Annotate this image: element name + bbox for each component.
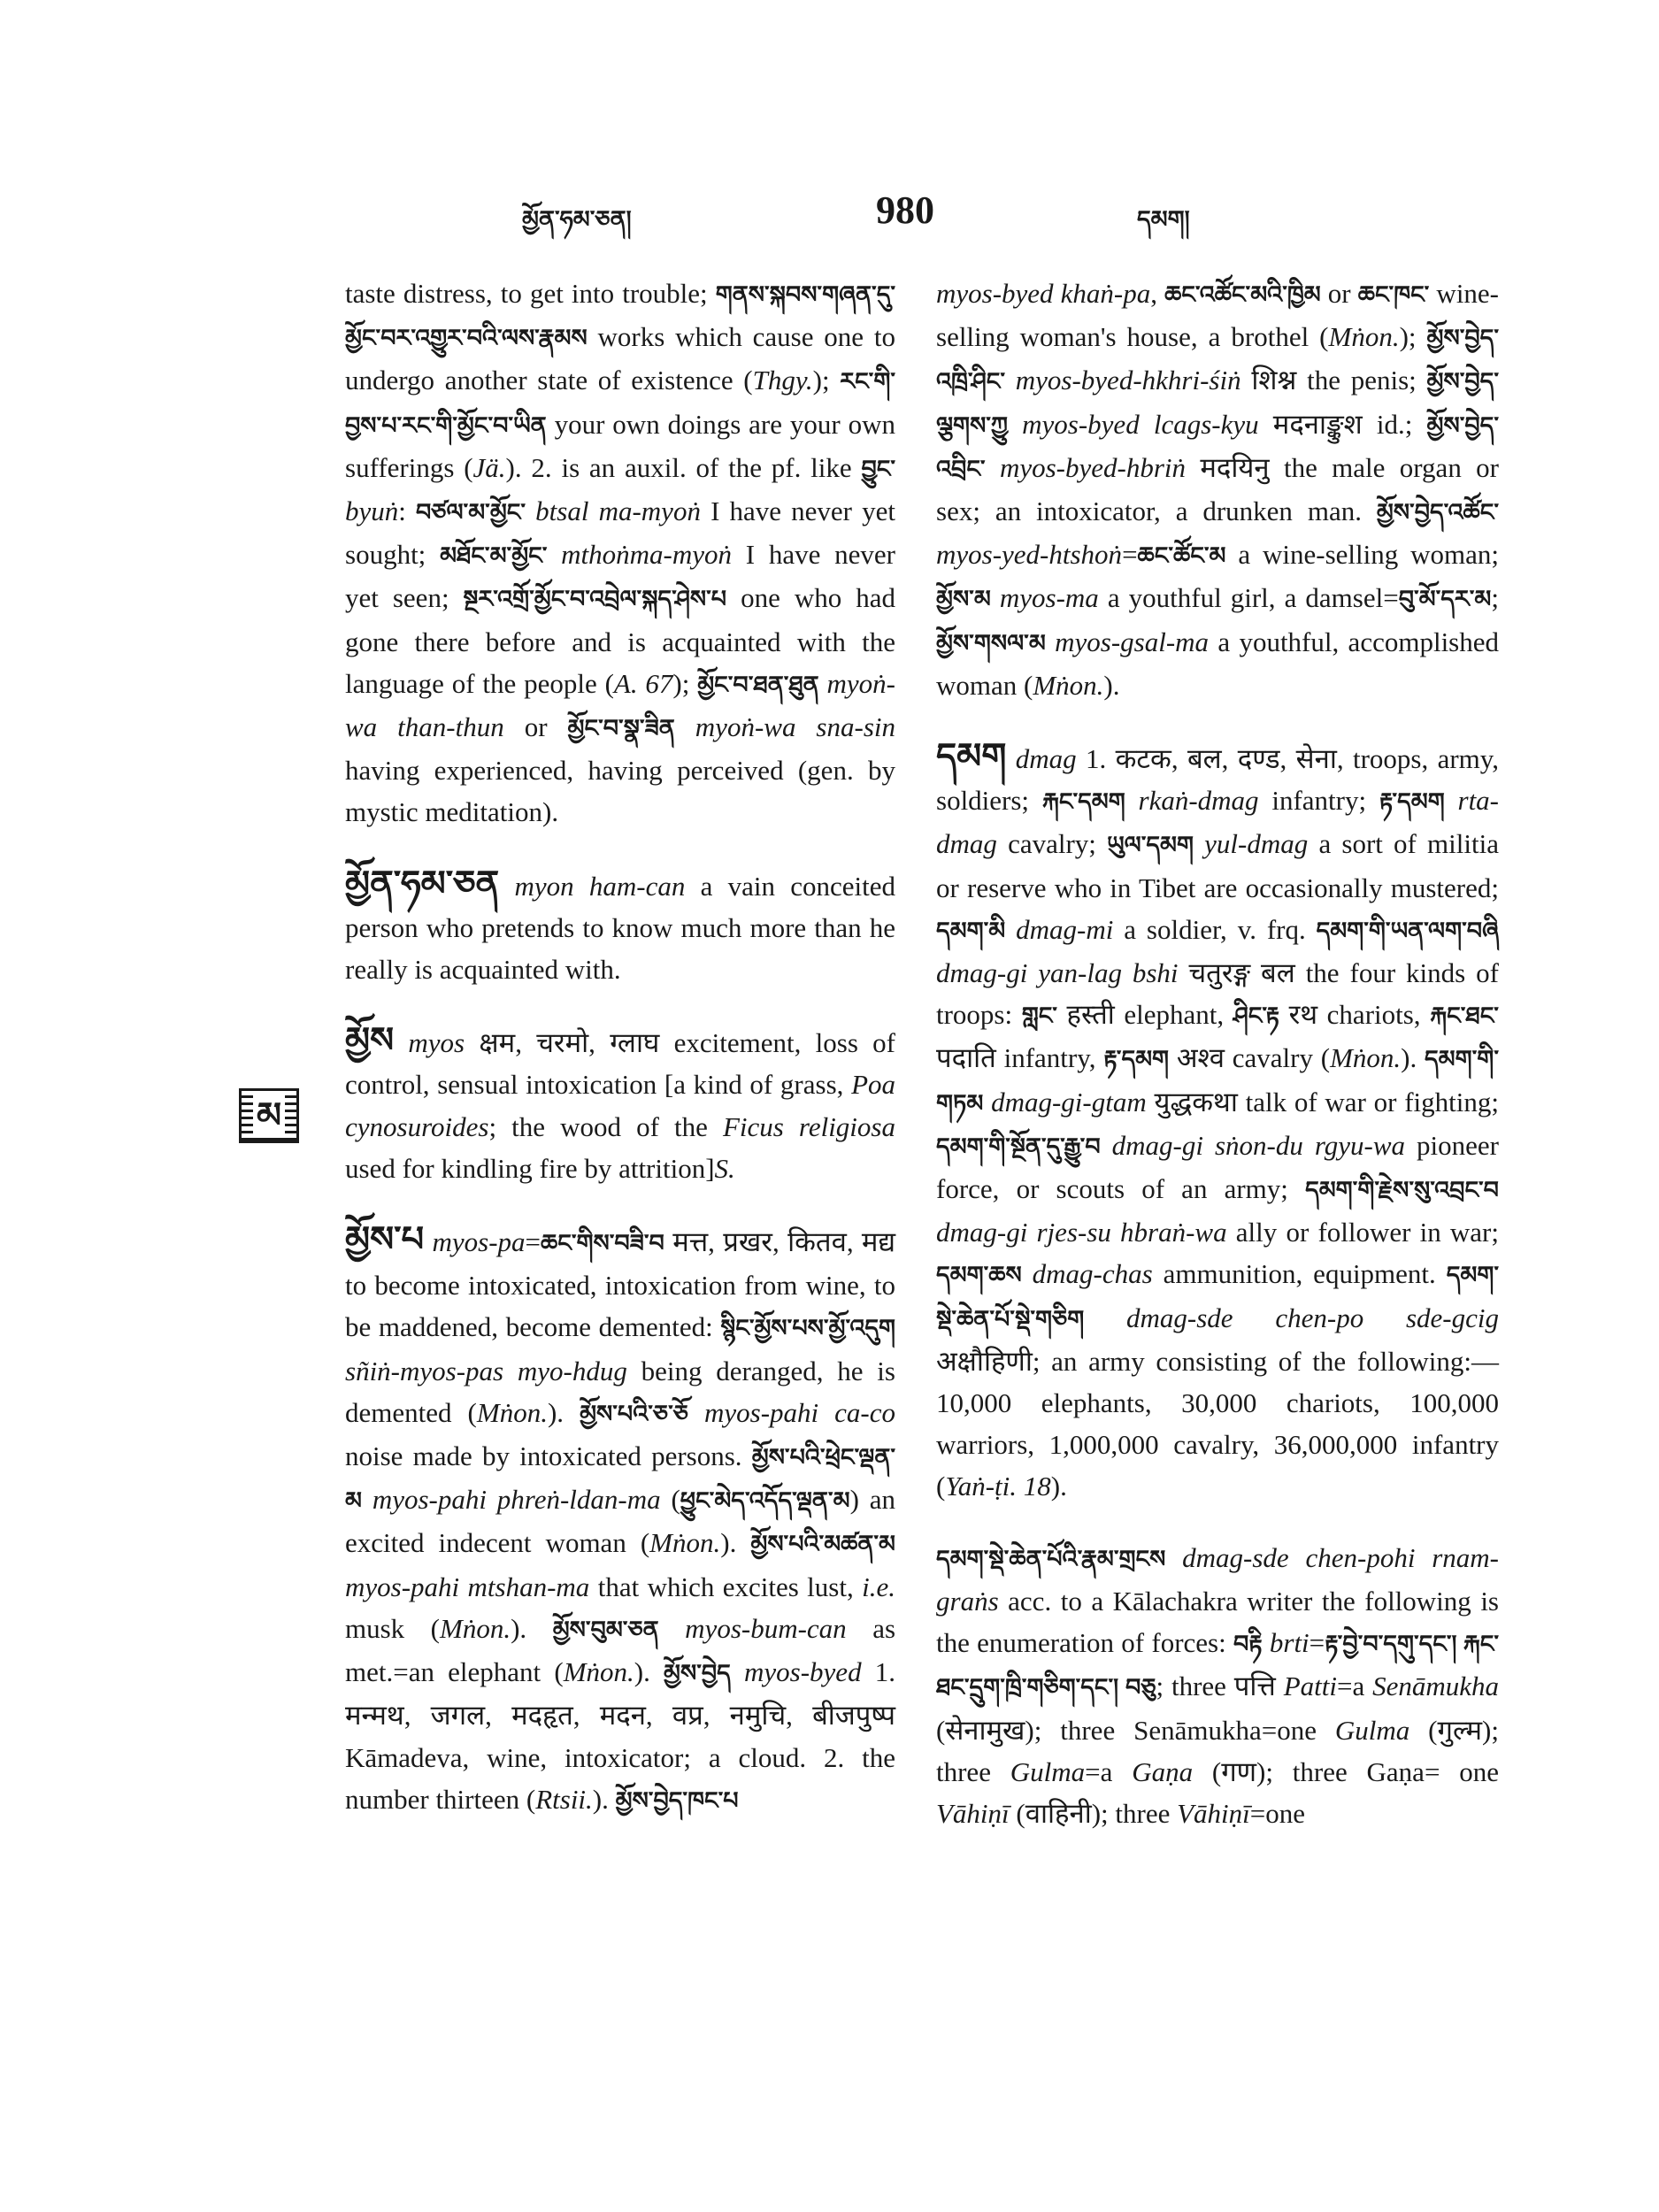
right-column	[936, 273, 1499, 1863]
text-run: དམག་གི་སྔོན་དུ་རྒྱུ་བ	[936, 1133, 1101, 1160]
text-run: rta-dmag	[936, 785, 1499, 860]
text-run: wine-selling woman's house, a brothel (	[936, 278, 1500, 353]
text-run: i.e.	[862, 1571, 895, 1602]
text-run: I have never yet seen;	[345, 539, 896, 614]
text-run: དམག	[936, 736, 1007, 777]
text-run	[1194, 828, 1204, 859]
text-run: sñiṅ-myos-pas myo-hdug	[345, 1355, 627, 1386]
text-run: myos	[408, 1027, 465, 1059]
text-run: dmag	[1015, 743, 1077, 775]
text-run: Gaṇa	[1132, 1755, 1194, 1787]
text-run: ཆང་ཁང་	[1357, 281, 1430, 308]
running-head-left	[522, 193, 632, 260]
text-run: Mṅon.	[1033, 669, 1104, 701]
text-run: Vāhiṇī	[936, 1797, 1010, 1829]
text-run: ).	[1401, 1042, 1425, 1074]
text-run: myos-byed lcags-kyu	[1022, 408, 1259, 440]
text-run	[547, 539, 561, 570]
text-run: མྱོས་པའི་མཚན་མ	[750, 1531, 896, 1558]
text-run: ཆང་ཚོང་མ	[1137, 542, 1226, 570]
text-run: 1. कटक, बल, दण्ड, सेना, troops, army, soldiers;	[936, 743, 1499, 817]
text-run: a wine-selling woman;	[1225, 539, 1499, 571]
entry-dmag	[936, 735, 1499, 1508]
text-run: དམག་མི	[936, 917, 1006, 944]
text-run: btsal ma-myoṅ	[535, 495, 701, 527]
entry-myos-byed-cont	[936, 273, 1499, 706]
text-run	[394, 1027, 408, 1058]
text-run: a youthful girl, a damsel=	[1098, 582, 1399, 614]
text-run: मत्त, प्रखर, कितव, मद्य to become intoxicated, intoxication from wine, to be maddened, become demented:	[345, 1226, 895, 1343]
text-run	[983, 1087, 991, 1118]
text-run: ; three पत्ति	[1156, 1671, 1284, 1702]
text-run: cavalry;	[996, 828, 1108, 860]
text-run: myos-byed-hbriṅ	[999, 451, 1187, 483]
text-run: Senāmukha	[1372, 1671, 1499, 1702]
text-run: Rtsii.	[535, 1783, 593, 1815]
text-run: रथ chariots,	[1279, 999, 1431, 1031]
text-run: མྱོན་ཧམ་ཅན	[345, 863, 500, 903]
text-run: yul-dmag	[1204, 828, 1309, 860]
text-run: མ	[253, 1095, 285, 1135]
text-run: མྱོས་བྱེད་འབྲིང་	[936, 411, 1499, 482]
text-run: དམག་གི་གཏམ	[936, 1046, 1499, 1117]
text-run: );	[812, 365, 841, 396]
entry-continuation	[345, 273, 895, 833]
text-run: your own doings are your own sufferings (	[345, 408, 895, 483]
text-run	[1005, 914, 1016, 945]
text-run: or	[503, 711, 568, 743]
text-run: དམག།	[1137, 206, 1190, 233]
text-run: myos-ma	[999, 582, 1099, 614]
text-run: taste distress, to get into trouble;	[345, 278, 716, 309]
text-run: dmag-gi-gtam	[991, 1086, 1147, 1118]
text-run: अक्षौहिणी; an army consisting of the following:—10,000 elephants, 30,000 chariots, 100,000 warriors, 1,000,000 cavalry, 36,000,000 infantry (	[936, 1345, 1499, 1502]
text-run	[986, 452, 1000, 483]
text-run: ).	[511, 1612, 553, 1644]
text-run: སྔར་འགྲོ་མྱོང་བ་འབྲེལ་སྐད་ཤེས་པ	[463, 586, 727, 613]
text-run: སྙིང་མྱོས་པས་མྱོ་འདུག	[720, 1315, 895, 1342]
text-run: dmag-gi yan-lag bshi	[936, 957, 1179, 989]
text-run: I have never yet sought;	[345, 495, 895, 571]
text-run: myos-yed-htshoṅ	[936, 539, 1123, 571]
text-run: (गण); three Gaṇa= one	[1193, 1755, 1499, 1787]
text-run: a youthful, accomplished woman (	[936, 626, 1500, 701]
text-run: མྱོས་བྱེད་འཁྲི་ཤིང་	[936, 325, 1499, 396]
text-run: being deranged, he is demented (	[345, 1355, 895, 1428]
text-run: dmag-sde chen-pohi rnam-graṅs	[936, 1541, 1499, 1617]
text-run: (वाहिनी); three	[1009, 1797, 1178, 1829]
text-run: ammunition, equipment.	[1152, 1258, 1447, 1290]
left-column	[345, 273, 895, 1851]
text-run: ཆང་འཚོང་མའི་ཁྱིམ	[1164, 281, 1321, 308]
text-run: byuṅ	[345, 495, 399, 527]
text-run	[1101, 1130, 1112, 1161]
text-run: དམག་ཆས	[936, 1262, 1022, 1289]
text-run: ཤིང་རྟ	[1233, 1002, 1280, 1030]
text-run: Yaṅ-ṭi. 18	[945, 1471, 1051, 1502]
text-run: myon ham-can	[514, 870, 686, 902]
text-run: མཐོང་མ་མྱོང་	[440, 542, 548, 570]
text-run: =	[525, 1226, 541, 1258]
entry-dmag-sde-chen-pohi	[936, 1537, 1499, 1834]
text-run: one who had gone there before and is acquainted with the language of the people (	[345, 582, 895, 699]
text-run: Mṅon.	[440, 1612, 511, 1644]
text-run: myos-byed khaṅ-pa	[936, 278, 1151, 309]
text-run	[1125, 785, 1139, 816]
text-run: གནས་སྐབས་གཞན་དུ་མྱོང་བར་འགྱུར་བའི་ལས་རྣམས	[345, 281, 895, 352]
text-run: =	[1122, 539, 1138, 571]
text-run: Mṅon.	[476, 1396, 548, 1428]
text-run: མྱོས	[345, 1020, 395, 1061]
text-run: མྱོང་བ་ཐན་ཐུན	[697, 671, 819, 698]
text-run: having experienced, having perceived (gen. by mystic meditation).	[345, 755, 895, 828]
text-run: བྱུང་	[861, 455, 896, 482]
text-run: ).	[634, 1656, 664, 1688]
text-run: S.	[714, 1152, 735, 1184]
running-head-right	[1137, 193, 1190, 260]
text-run: མྱོས་པའི་ཕྲེང་ལྡན་མ	[345, 1444, 895, 1515]
text-run: ).	[1103, 669, 1120, 701]
text-run: མྱོས་གསལ་མ	[936, 629, 1046, 657]
text-run: myos-byed	[744, 1656, 862, 1688]
text-run: क्षम, चरमो, ग्लाघ excitement, loss of control, sensual intoxication [a kind of grass,	[345, 1027, 896, 1101]
text-run: ཡུལ་དམག	[1107, 832, 1194, 859]
thumb-index-tab	[239, 1088, 299, 1143]
text-run: हस्ती elephant,	[1056, 999, 1233, 1031]
text-run: myos-pahi mtshan-ma	[345, 1571, 590, 1602]
text-run: myos-byed-hkhri-śiṅ	[1015, 365, 1241, 396]
text-run: :	[398, 495, 416, 527]
text-run: myos-gsal-ma	[1055, 626, 1210, 657]
text-run	[688, 1397, 704, 1428]
text-run	[1022, 1258, 1033, 1289]
text-run: ).	[720, 1527, 751, 1559]
text-run: ) an excited indecent woman (	[345, 1484, 895, 1559]
text-run: མྱོས་བྱེད	[664, 1660, 731, 1687]
text-run	[675, 711, 695, 742]
text-run: ). 2. is an auxil. of the pf. like	[505, 451, 862, 483]
text-run: );	[672, 667, 698, 699]
page-number: 980	[876, 188, 934, 232]
text-run	[1263, 1627, 1270, 1658]
text-run	[499, 871, 514, 902]
text-run: Thgy.	[752, 365, 813, 396]
text-run: ).	[1050, 1471, 1067, 1502]
text-run: མྱོས་པའི་ཅ་ཅོ	[580, 1400, 688, 1427]
text-run: གླང་	[1021, 1002, 1057, 1030]
text-run: Mṅon.	[1328, 321, 1400, 353]
text-run: མྱོས་མ	[936, 586, 991, 613]
text-run: );	[1399, 321, 1427, 353]
text-run: Poa cynosuroides	[345, 1069, 895, 1142]
text-run: =	[1309, 1627, 1325, 1659]
text-run: ;	[1491, 582, 1499, 614]
text-run: मदयिनु the male organ or sex; an intoxicator, a drunken man.	[936, 451, 1500, 527]
text-run: or	[1320, 278, 1358, 309]
text-run	[991, 582, 1000, 613]
text-run: རྐང་ཐང་	[1430, 1002, 1499, 1030]
text-run: དམག་སྡེ་ཆེན་པོ་སྡེ་གཅིག	[936, 1262, 1500, 1333]
text-run	[731, 1656, 744, 1687]
text-run: ).	[592, 1783, 616, 1815]
text-run: མྱོན་ཧམ་ཅན།	[522, 206, 632, 233]
text-run: that which excites lust,	[589, 1571, 863, 1602]
text-run: =a	[1336, 1671, 1373, 1702]
text-run: (गुल्म); three	[936, 1714, 1499, 1787]
text-run: pioneer force, or scouts of an army;	[936, 1129, 1500, 1205]
text-run: a soldier, v. frq.	[1113, 913, 1317, 945]
text-run: =a	[1085, 1755, 1133, 1787]
text-run: Gulma	[1334, 1714, 1410, 1746]
text-run: acc. to a Kālachakra writer the following is the enumeration of forces:	[936, 1585, 1499, 1659]
text-run: myos-bum-can	[685, 1612, 847, 1644]
text-run: =one	[1249, 1797, 1306, 1829]
text-run: ,	[1150, 278, 1165, 309]
text-run: चतुरङ्ग बल the four kinds of troops:	[936, 957, 1499, 1031]
text-run: (सेनामुख); three Senāmukha=one	[936, 1714, 1335, 1746]
text-run: dmag-gi sṅon-du rgyu-wa	[1111, 1129, 1406, 1161]
text-run	[362, 1484, 373, 1515]
text-run: brti	[1269, 1627, 1310, 1659]
text-run: Mṅon.	[649, 1527, 721, 1559]
text-run: Ficus religiosa	[722, 1110, 895, 1142]
text-run: rkaṅ-dmag	[1138, 785, 1259, 817]
text-run	[1046, 626, 1055, 657]
text-run: musk (	[345, 1612, 441, 1644]
text-run: བུ་མོ་དར་མ	[1398, 586, 1492, 613]
text-run	[659, 1613, 686, 1644]
text-run: ཆང་གིས་བཟི་བ	[541, 1230, 664, 1257]
text-run: myos-pahi ca-co	[703, 1396, 896, 1428]
text-run: མྱོས་བྱེད་ཁང་པ	[615, 1786, 739, 1814]
text-run	[526, 495, 535, 526]
text-run: works which cause one to undergo another state of existence (	[345, 321, 895, 396]
text-run: རྟ་དམག	[1103, 1046, 1170, 1073]
text-run: རྟ་དམག	[1379, 788, 1445, 816]
text-run: བརྟི	[1233, 1631, 1263, 1658]
text-run: dmag-gi rjes-su hbraṅ-wa	[936, 1217, 1227, 1248]
text-run: mthoṅma-myoṅ	[561, 539, 733, 571]
text-run: Gulma	[1010, 1755, 1086, 1787]
text-run	[1006, 743, 1015, 774]
text-run: infantry;	[1258, 785, 1379, 817]
text-run: མྱོས་བུམ་ཅན	[552, 1616, 659, 1643]
text-run: མྱོས་བྱེད་འཚོང་	[1376, 499, 1499, 526]
text-run: a vain conceited person who pretends to know much more than he really is acquainted with.	[345, 870, 896, 986]
text-run: myos-pa	[432, 1226, 526, 1258]
text-run: ; the wood of the	[488, 1110, 723, 1142]
entry-myos-pa	[345, 1218, 895, 1822]
text-run: དམག་གི་རྗེས་སུ་འབྲང་བ	[1305, 1177, 1499, 1204]
text-run: युद्धकथा talk of war or fighting;	[1146, 1086, 1499, 1118]
text-run	[1084, 1302, 1126, 1333]
text-run: མྱོང་བ་སྣ་ཟིན	[567, 715, 675, 742]
text-run	[1165, 1542, 1182, 1573]
text-run: ཕྱུང་མེད་འདོད་ལྡན་མ	[680, 1487, 850, 1515]
text-run: Mṅon.	[563, 1656, 634, 1688]
text-run: पदाति infantry,	[936, 1042, 1104, 1074]
text-run: Mṅon.	[1330, 1042, 1402, 1074]
text-run: शिश्न the penis;	[1240, 365, 1427, 396]
text-run: ).	[547, 1396, 580, 1428]
text-run: (	[660, 1484, 680, 1516]
text-run: dmag-chas	[1032, 1258, 1153, 1290]
text-run: अश्व cavalry (	[1169, 1042, 1331, 1074]
text-run: Jä.	[472, 451, 506, 483]
text-run: Patti	[1283, 1671, 1337, 1702]
text-run: Vāhiṇī	[1177, 1797, 1250, 1829]
entry-myos	[345, 1019, 895, 1189]
text-run: myos-pahi phreṅ-ldan-ma	[372, 1484, 661, 1516]
text-run: used for kindling fire by attrition]	[345, 1152, 715, 1184]
text-run: རང་གི་བྱས་པ་རང་གི་མྱོང་བ་ཡིན	[345, 368, 895, 439]
text-run: as met.=an elephant (	[345, 1612, 896, 1688]
entry-myon-ham-can	[345, 863, 895, 991]
text-run: a sort of militia or reserve who in Tibet are occasionally mustered;	[936, 828, 1499, 903]
text-run: མྱོས་བྱེད་ལྕགས་ཀྱུ	[936, 368, 1499, 439]
text-run: རྟ་བྱེ་བ་དགུ་དང་། རྐང་ཐང་དྲུག་ཁྲི་གཅིག་དང་། བཅུ	[936, 1631, 1499, 1701]
text-run: noise made by intoxicated persons.	[345, 1440, 752, 1472]
text-run: དམག་སྡེ་ཆེན་པོའི་རྣམ་གྲངས	[936, 1545, 1166, 1572]
text-run: རྐང་དམག	[1041, 788, 1125, 816]
text-run: dmag-mi	[1016, 913, 1114, 945]
text-run: དམག་གི་ཡན་ལག་བཞི	[1316, 917, 1499, 944]
text-run	[1005, 365, 1016, 396]
text-run: myoṅ-wa than-thun	[345, 667, 896, 743]
text-run: བཙལ་མ་མྱོང་	[416, 499, 526, 526]
text-run: myoṅ-wa sna-sin	[695, 711, 895, 743]
text-run: མྱོས་པ	[345, 1219, 425, 1260]
text-run: 1. मन्मथ, जगल, मदहृत, मदन, वप्र, नमुचि, बीजपुष्प Kāmadeva, wine, intoxicator; a cloud. 2. the number thirteen (	[345, 1656, 896, 1815]
text-run: A. 67	[613, 667, 673, 699]
text-run	[1445, 785, 1458, 816]
text-run: ally or follower in war;	[1226, 1217, 1499, 1248]
text-run	[819, 668, 827, 699]
text-run: मदनाङ्कुश id.;	[1258, 408, 1427, 440]
text-run	[1008, 409, 1022, 440]
text-run: dmag-sde chen-po sde-gcig	[1126, 1302, 1499, 1333]
